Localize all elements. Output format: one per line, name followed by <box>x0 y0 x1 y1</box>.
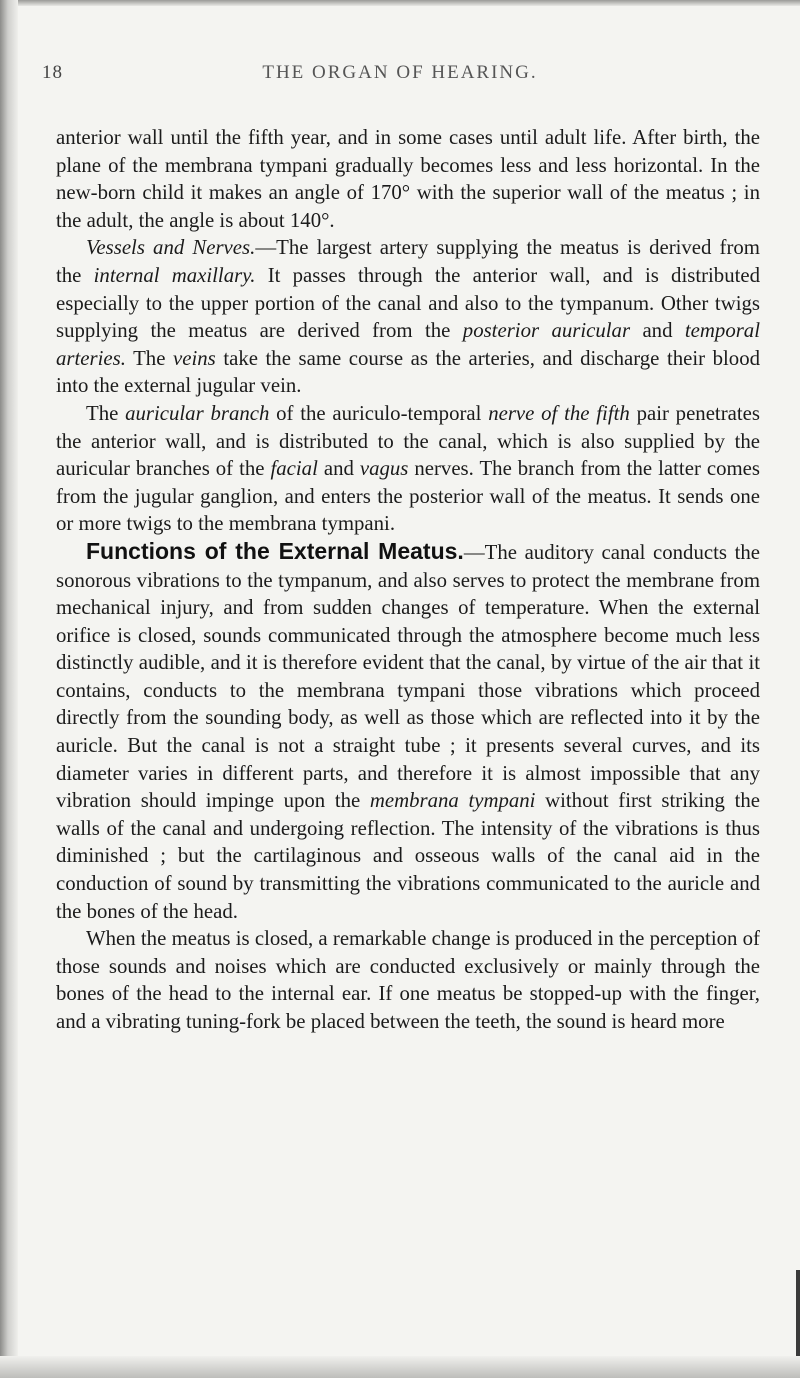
paragraph-continuation <box>56 124 760 234</box>
text-run: nerves. The branch from the latter comes from the jugular ganglion, and enters the posterior wall of the meatus. It sends one or more twigs to the membrana tympani. <box>56 457 760 536</box>
italic-term: temporal arteries. <box>56 319 760 370</box>
section-lead: Vessels and Nerves. <box>86 236 256 260</box>
paragraph-functions <box>56 538 760 925</box>
page-header <box>0 62 800 92</box>
running-head: THE ORGAN OF HEARING. <box>262 62 538 83</box>
page-top-edge <box>0 0 800 6</box>
page-binding-shadow <box>0 0 18 1378</box>
page-number: 18 <box>42 62 63 83</box>
text-run: pair penetrates the anterior wall, and is distributed to the canal, which is also supplied by the auricular branches of the <box>56 401 760 481</box>
text-run: —The auditory canal conducts the sonorous vibrations to the tympanum, and also serves to protect the membrane from mechanical injury, and from sudden changes of temperature. When the external orifice is closed, sounds communicated through the atmosphere become much less distinctly audible, and it is therefore evident that the canal, by virtue of the air that it contains, conducts to the membrana tympani those vibrations which proceed directly from the sounding body, as well as those which are reflected into it by the auricle. But the canal is not a straight tube ; it presents several curves, and its diameter varies in different parts, and therefore it is almost impossible that any vibration should impinge upon the <box>56 540 761 813</box>
text-run: It passes through the anterior wall, and is distributed especially to the upper portion of the canal and also to the tympanum. Other twigs supplying the meatus are derived from the <box>56 263 761 343</box>
italic-term: auricular branch <box>125 401 270 425</box>
text-run: The <box>86 401 126 425</box>
italic-term: vagus <box>359 457 409 481</box>
text-run: and <box>317 457 360 481</box>
text-run: of the auriculo-temporal <box>269 401 489 425</box>
body-text <box>56 124 760 1036</box>
text-run: and <box>630 319 685 343</box>
text-run: The <box>125 346 174 370</box>
section-heading: Functions of the External Meatus. <box>86 537 464 564</box>
text-run: —The largest artery supplying the meatus is derived from the <box>56 236 760 287</box>
paragraph-vessels-and-nerves <box>56 234 760 400</box>
italic-term: facial <box>270 457 318 481</box>
italic-term: veins <box>173 346 216 370</box>
paragraph-text: anterior wall until the fifth year, and in some cases until adult life. After birth, the plane of the membrana tympani gradually becomes less and less horizontal. In the new-born child it makes an angle of 170° with the superior wall of the meatus ; in the adult, the angle is about 140°. <box>56 126 760 232</box>
italic-term: posterior auricular <box>462 319 631 343</box>
italic-term: membrana tympani <box>369 789 536 813</box>
italic-term: internal maxillary. <box>93 263 256 287</box>
text-run: without first striking the walls of the canal and undergoing reflection. The intensity of the vibrations is thus diminished ; but the cartilaginous and osseous walls of the canal aid in the conduction of sound by transmitting the vibrations communicated to the auricle and the bones of the head. <box>56 789 760 923</box>
paragraph-text: When the meatus is closed, a remarkable change is produced in the perception of those sounds and noises which are conducted exclusively or mainly through the bones of the head to the internal ear. If one meatus be stopped-up with the finger, and a vibrating tuning-fork be placed between the teeth, the sound is heard more <box>56 927 760 1033</box>
italic-term: nerve of the fifth <box>488 401 630 425</box>
page-bottom-edge <box>0 1356 800 1378</box>
paragraph-auricular-branch <box>56 400 760 538</box>
paragraph-meatus-closed <box>56 925 760 1035</box>
text-run: take the same course as the arteries, and discharge their blood into the external jugular vein. <box>56 346 761 398</box>
